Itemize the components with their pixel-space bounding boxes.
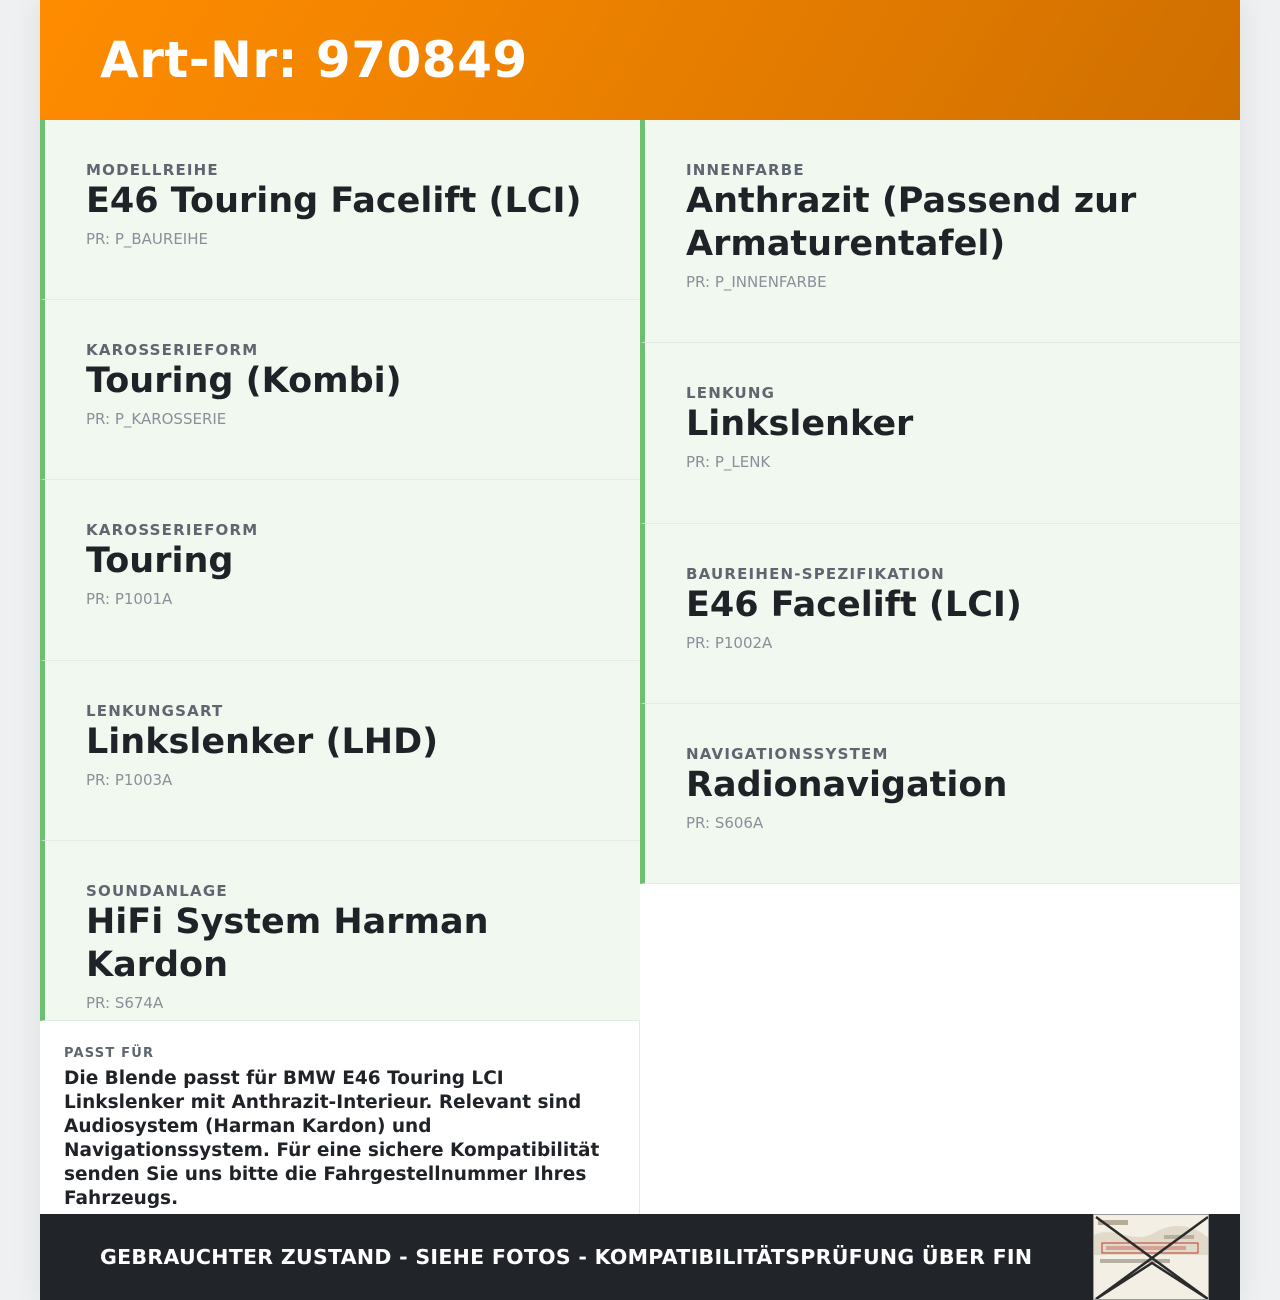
spec-value: E46 Facelift (LCI): [686, 585, 1022, 625]
spec-card-karosserieform: [40, 300, 640, 480]
spec-label: NAVIGATIONSSYSTEM: [686, 745, 889, 763]
spec-value: Radionavigation: [686, 765, 1008, 805]
spec-pr-code: PR: P_LENK: [686, 453, 771, 471]
spec-value: Anthrazit (Passend zur Armaturentafel): [686, 181, 1137, 264]
spec-pr-code: PR: P_BAUREIHE: [86, 230, 208, 248]
article-number-title: Art-Nr: 970849: [100, 31, 528, 89]
spec-pr-code: PR: S674A: [86, 994, 164, 1012]
spec-pr-code: PR: P_INNENFARBE: [686, 273, 827, 291]
datasheet: [40, 0, 1240, 1300]
left-spec-column: [40, 120, 640, 1021]
spec-card-lenkung: [640, 343, 1240, 524]
fits-text: Die Blende passt für BMW E46 Touring LCI Linkslenker mit Anthrazit-Interieur. Relevant sind Audiosystem (Harman Kardon) und Navigationssystem. Für eine sichere Kompatibilität senden Sie uns bitte die Fahrgestellnummer Ihres Fahrzeugs.: [64, 1068, 600, 1209]
spec-card-modellreihe: [40, 120, 640, 300]
spec-pr-code: PR: P_KAROSSERIE: [86, 410, 227, 428]
spec-pr-code: PR: P1002A: [686, 634, 773, 652]
spec-value: Touring: [86, 541, 234, 581]
spec-card-innenfarbe: [640, 120, 1240, 343]
fits-label: PASST FÜR: [64, 1046, 155, 1061]
spec-label: SOUNDANLAGE: [86, 882, 228, 900]
spec-label: KAROSSERIEFORM: [86, 521, 259, 539]
spec-label: INNENFARBE: [686, 161, 805, 179]
footer-bar: [40, 1214, 1240, 1300]
spec-label: LENKUNG: [686, 384, 776, 402]
fits-section: [40, 1021, 640, 1214]
spec-value: E46 Touring Facelift (LCI): [86, 181, 582, 221]
spec-card-soundanlage: [40, 841, 640, 1021]
spec-value: Linkslenker (LHD): [86, 722, 439, 762]
vehicle-document-thumbnail: [1093, 1214, 1209, 1300]
spec-value: HiFi System Harman Kardon: [86, 902, 489, 985]
spec-label: KAROSSERIEFORM: [86, 341, 259, 359]
spec-value: Linkslenker: [686, 404, 914, 444]
spec-card-karosserieform-2: [40, 480, 640, 661]
spec-card-navigationssystem: [640, 704, 1240, 884]
spec-card-baureihen-spezifikation: [640, 524, 1240, 704]
document-thumbnail-icon: [1094, 1215, 1209, 1300]
spec-value: Touring (Kombi): [86, 361, 402, 401]
spec-pr-code: PR: P1003A: [86, 771, 173, 789]
header: [40, 0, 1240, 120]
spec-card-lenkungsart: [40, 661, 640, 841]
spec-label: LENKUNGSART: [86, 702, 224, 720]
spec-pr-code: PR: P1001A: [86, 590, 173, 608]
right-spec-column: [640, 120, 1240, 884]
spec-label: MODELLREIHE: [86, 161, 219, 179]
footer-text: GEBRAUCHTER ZUSTAND - SIEHE FOTOS - KOMPATIBILITÄTSPRÜFUNG ÜBER FIN: [100, 1245, 1033, 1269]
spec-pr-code: PR: S606A: [686, 814, 764, 832]
spec-label: BAUREIHEN-SPEZIFIKATION: [686, 565, 945, 583]
